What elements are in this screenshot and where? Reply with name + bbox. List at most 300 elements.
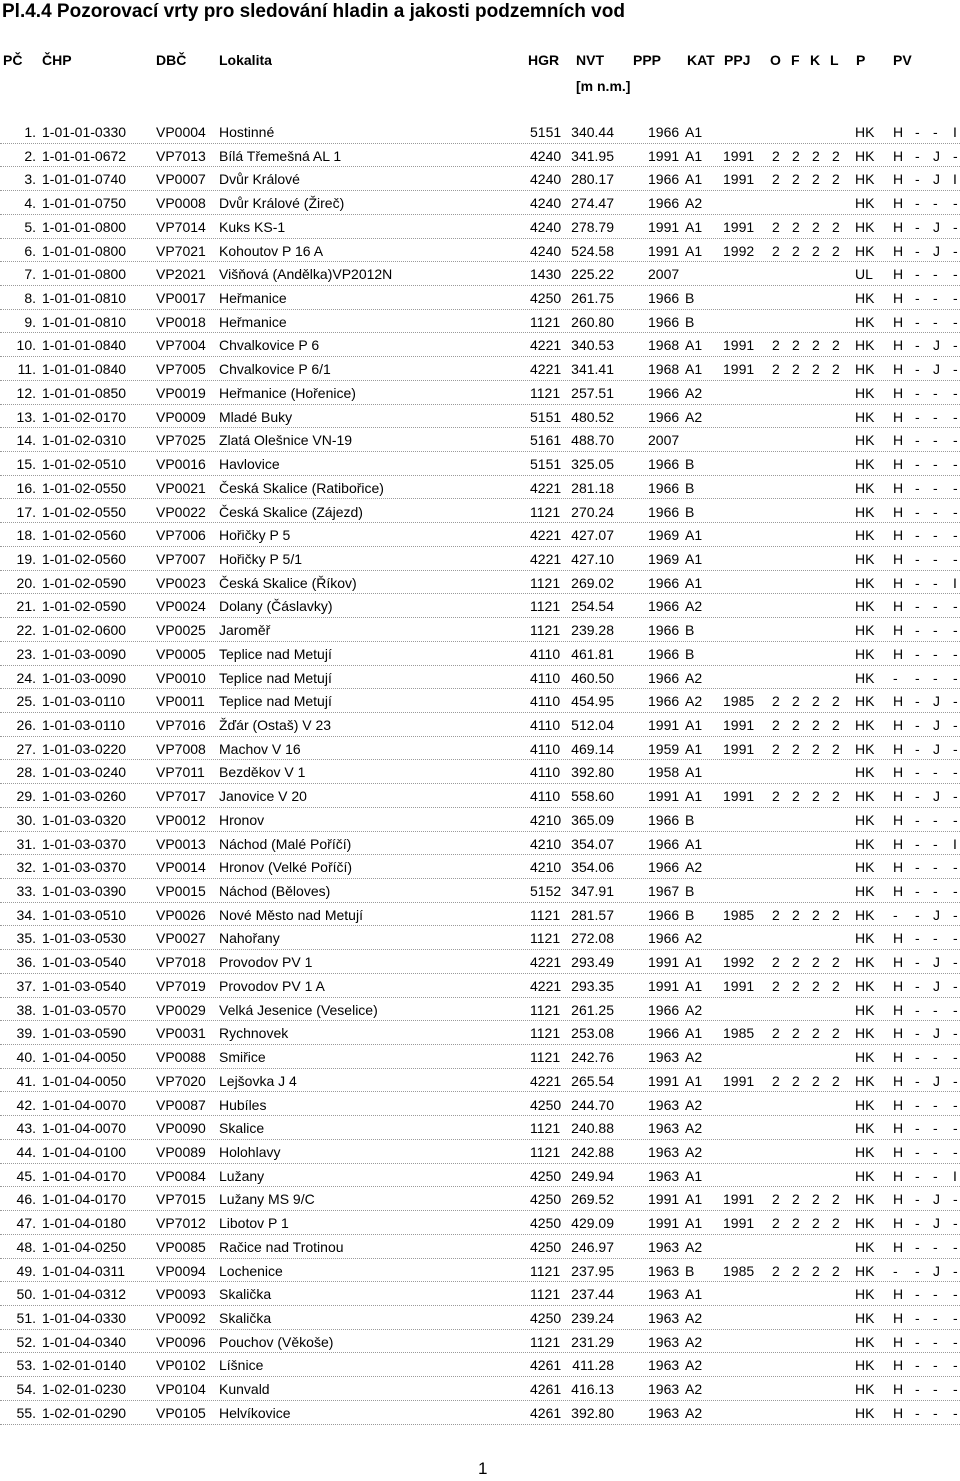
cell-ppp: 1969 <box>648 550 680 567</box>
cell-kat: A1 <box>685 550 703 567</box>
cell-dbc: VP7014 <box>156 218 206 235</box>
cell-chp: 1-01-03-0370 <box>42 835 127 852</box>
cell-s3: - <box>953 290 958 307</box>
cell-h: H <box>893 835 904 852</box>
cell-k: 2 <box>812 977 820 994</box>
cell-s1: - <box>915 1049 920 1066</box>
cell-nvt: 237.95 <box>571 1262 614 1279</box>
cell-s1: - <box>915 669 920 686</box>
cell-p: HK <box>855 1381 875 1398</box>
cell-s2: - <box>933 574 938 591</box>
cell-lokalita: Dvůr Králové <box>219 171 300 188</box>
table-row <box>0 1235 960 1259</box>
cell-h: H <box>893 1001 904 1018</box>
cell-chp: 1-01-03-0510 <box>42 906 127 923</box>
cell-s2: - <box>933 859 938 876</box>
cell-ppp: 1966 <box>648 1025 680 1042</box>
cell-ppj: 1991 <box>723 1215 755 1232</box>
cell-chp: 1-01-01-0330 <box>42 124 127 140</box>
cell-l: 2 <box>832 906 840 923</box>
table-row <box>0 1187 960 1211</box>
cell-hgr: 4221 <box>530 550 562 567</box>
cell-chp: 1-01-03-0110 <box>42 717 126 733</box>
cell-s2: J <box>933 693 940 710</box>
cell-s1: - <box>915 1404 920 1421</box>
cell-ppp: 2007 <box>648 432 680 449</box>
cell-ppp: 1963 <box>648 1381 680 1398</box>
cell-pc: 22. <box>16 622 36 639</box>
cell-k: 2 <box>812 1072 820 1089</box>
cell-h: H <box>893 859 904 876</box>
header-dbc: DBČ <box>156 52 187 68</box>
cell-hgr: 4221 <box>530 337 562 354</box>
cell-kat: A1 <box>685 218 703 235</box>
cell-chp: 1-01-03-0540 <box>42 954 127 971</box>
cell-nvt: 269.02 <box>571 574 614 591</box>
cell-lokalita: Velká Jesenice (Veselice) <box>219 1001 378 1018</box>
cell-nvt: 261.25 <box>571 1001 614 1018</box>
cell-pc: 24. <box>16 669 36 686</box>
cell-s2: - <box>933 1096 938 1113</box>
cell-s2: J <box>933 171 940 188</box>
cell-s2: - <box>933 503 938 520</box>
cell-lokalita: Hronov <box>219 811 265 828</box>
cell-kat: B <box>685 906 695 923</box>
cell-ppj: 1991 <box>723 147 755 164</box>
table-row <box>0 689 960 713</box>
cell-s1: - <box>915 313 920 330</box>
cell-hgr: 5152 <box>530 883 562 900</box>
table-row <box>0 832 960 856</box>
cell-nvt: 257.51 <box>571 384 614 401</box>
cell-pc: 40. <box>16 1049 36 1066</box>
cell-ppp: 1963 <box>648 1310 680 1326</box>
cell-h: H <box>893 408 904 425</box>
cell-h: H <box>893 550 904 567</box>
table-row <box>0 760 960 784</box>
cell-nvt: 239.24 <box>571 1310 614 1326</box>
cell-s1: - <box>915 337 920 354</box>
cell-s1: - <box>915 1310 920 1326</box>
cell-h: H <box>893 598 904 615</box>
cell-lokalita: Žďár (Ostaš) V 23 <box>219 717 332 733</box>
cell-p: HK <box>855 384 875 401</box>
cell-h: H <box>893 1310 904 1326</box>
cell-ppj: 1991 <box>723 1072 755 1089</box>
cell-nvt: 239.28 <box>571 622 614 639</box>
cell-nvt: 293.49 <box>571 954 614 971</box>
cell-lokalita: Teplice nad Metují <box>219 645 332 662</box>
cell-dbc: VP0093 <box>156 1286 206 1303</box>
cell-lokalita: Hostinné <box>219 124 275 140</box>
cell-kat: A1 <box>685 171 703 188</box>
cell-p: HK <box>855 883 875 900</box>
cell-h: H <box>893 432 904 449</box>
cell-hgr: 1121 <box>530 1262 561 1279</box>
table-row <box>0 1282 960 1306</box>
cell-dbc: VP0029 <box>156 1001 206 1018</box>
cell-p: HK <box>855 195 875 212</box>
table-row <box>0 1116 960 1140</box>
cell-lokalita: Lejšovka J 4 <box>219 1072 297 1089</box>
cell-hgr: 4110 <box>530 645 561 662</box>
cell-lokalita: Smiřice <box>219 1049 266 1066</box>
cell-hgr: 4261 <box>530 1381 562 1398</box>
cell-dbc: VP0031 <box>156 1025 206 1042</box>
cell-s2: J <box>933 740 940 757</box>
cell-dbc: VP7005 <box>156 361 206 378</box>
table-row <box>0 974 960 998</box>
cell-o: 2 <box>772 693 780 710</box>
cell-dbc: VP0025 <box>156 622 206 639</box>
cell-kat: A1 <box>685 835 703 852</box>
cell-dbc: VP0019 <box>156 384 206 401</box>
cell-s3: - <box>953 1191 958 1208</box>
cell-lokalita: Česká Skalice (Zájezd) <box>219 503 363 520</box>
cell-h: H <box>893 1191 904 1208</box>
cell-dbc: VP7008 <box>156 740 206 757</box>
cell-f: 2 <box>792 906 800 923</box>
cell-o: 2 <box>772 717 780 733</box>
cell-chp: 1-01-04-0100 <box>42 1143 127 1160</box>
cell-pc: 44. <box>16 1143 36 1160</box>
cell-pc: 50. <box>16 1286 36 1303</box>
cell-o: 2 <box>772 1215 780 1232</box>
cell-s3: - <box>953 218 958 235</box>
cell-kat: B <box>685 313 695 330</box>
cell-kat: A1 <box>685 1191 703 1208</box>
cell-ppp: 1966 <box>648 171 680 188</box>
cell-hgr: 1121 <box>530 574 561 591</box>
cell-kat: A1 <box>685 337 703 354</box>
table-row <box>0 1045 960 1069</box>
cell-p: HK <box>855 930 875 947</box>
cell-chp: 1-01-04-0312 <box>42 1286 127 1303</box>
cell-kat: A1 <box>685 361 703 378</box>
cell-lokalita: Račice nad Trotinou <box>219 1238 344 1255</box>
cell-l: 2 <box>832 788 840 805</box>
cell-s3: - <box>953 859 958 876</box>
cell-lokalita: Česká Skalice (Ratibořice) <box>219 479 384 496</box>
header-nvt: NVT <box>576 52 604 68</box>
cell-pc: 35. <box>16 930 36 947</box>
cell-s2: - <box>933 622 938 639</box>
cell-s2: - <box>933 1404 938 1421</box>
cell-s3: - <box>953 669 958 686</box>
cell-f: 2 <box>792 1215 800 1232</box>
cell-hgr: 4110 <box>530 764 561 781</box>
cell-s2: J <box>933 147 940 164</box>
table-row <box>0 333 960 357</box>
cell-ppp: 1966 <box>648 835 680 852</box>
cell-ppp: 1966 <box>648 290 680 307</box>
cell-h: H <box>893 1025 904 1042</box>
cell-s2: J <box>933 242 940 259</box>
cell-s3: - <box>953 384 958 401</box>
cell-hgr: 5151 <box>530 408 562 425</box>
header-k: K <box>810 52 821 68</box>
cell-s1: - <box>915 479 920 496</box>
cell-s2: - <box>933 479 938 496</box>
cell-p: HK <box>855 242 875 259</box>
cell-kat: A2 <box>685 669 703 686</box>
cell-s1: - <box>915 645 920 662</box>
cell-h: H <box>893 1333 904 1350</box>
cell-nvt: 254.54 <box>571 598 614 615</box>
cell-chp: 1-01-03-0390 <box>42 883 127 900</box>
cell-pc: 10. <box>16 337 36 354</box>
cell-h: H <box>893 930 904 947</box>
cell-chp: 1-01-04-0070 <box>42 1120 127 1137</box>
cell-hgr: 4110 <box>530 788 561 805</box>
cell-l: 2 <box>832 242 840 259</box>
cell-chp: 1-01-03-0220 <box>42 740 127 757</box>
cell-kat: A2 <box>685 1333 703 1350</box>
cell-s3: - <box>953 740 958 757</box>
cell-nvt: 469.14 <box>571 740 614 757</box>
cell-o: 2 <box>772 1025 780 1042</box>
cell-s2: - <box>933 195 938 212</box>
cell-ppp: 1991 <box>648 1072 680 1089</box>
cell-f: 2 <box>792 242 800 259</box>
cell-lokalita: Libotov P 1 <box>219 1215 289 1232</box>
table-row <box>0 713 960 737</box>
cell-lokalita: Kunvald <box>219 1381 270 1398</box>
cell-chp: 1-01-03-0540 <box>42 977 127 994</box>
cell-ppp: 1991 <box>648 717 680 733</box>
cell-k: 2 <box>812 171 820 188</box>
cell-dbc: VP0084 <box>156 1167 206 1184</box>
cell-chp: 1-01-04-0250 <box>42 1238 127 1255</box>
table-row <box>0 167 960 191</box>
table-row <box>0 594 960 618</box>
cell-s3: - <box>953 527 958 544</box>
cell-kat: A1 <box>685 1167 703 1184</box>
cell-s3: - <box>953 1333 958 1350</box>
header-f: F <box>791 52 800 68</box>
cell-s2: - <box>933 1357 938 1374</box>
cell-dbc: VP0004 <box>156 124 206 140</box>
cell-dbc: VP7018 <box>156 954 206 971</box>
cell-l: 2 <box>832 1262 840 1279</box>
cell-ppp: 1966 <box>648 456 680 473</box>
cell-l: 2 <box>832 1072 840 1089</box>
cell-dbc: VP7007 <box>156 550 206 567</box>
cell-k: 2 <box>812 242 820 259</box>
cell-chp: 1-01-04-0050 <box>42 1072 127 1089</box>
cell-p: HK <box>855 147 875 164</box>
cell-nvt: 325.05 <box>571 456 614 473</box>
cell-hgr: 4240 <box>530 171 562 188</box>
cell-s2: - <box>933 669 938 686</box>
cell-lokalita: Chvalkovice P 6 <box>219 337 320 354</box>
cell-nvt: 512.04 <box>571 717 614 733</box>
table-row <box>0 1353 960 1377</box>
cell-p: HK <box>855 954 875 971</box>
cell-s3: - <box>953 906 958 923</box>
table-row <box>0 926 960 950</box>
cell-p: HK <box>855 906 875 923</box>
cell-nvt: 242.76 <box>571 1049 614 1066</box>
cell-pc: 16. <box>16 479 36 496</box>
cell-pc: 8. <box>24 290 36 307</box>
cell-h: H <box>893 290 904 307</box>
cell-lokalita: Náchod (Malé Poříčí) <box>219 835 352 852</box>
cell-s1: - <box>915 1001 920 1018</box>
table-row <box>0 855 960 879</box>
cell-hgr: 1121 <box>530 503 561 520</box>
cell-h: H <box>893 124 904 140</box>
cell-dbc: VP0017 <box>156 290 206 307</box>
cell-s1: - <box>915 1333 920 1350</box>
cell-kat: A2 <box>685 1143 703 1160</box>
cell-lokalita: Holohlavy <box>219 1143 281 1160</box>
cell-k: 2 <box>812 1025 820 1042</box>
cell-s3: - <box>953 195 958 212</box>
cell-ppp: 1969 <box>648 527 680 544</box>
cell-ppp: 1963 <box>648 1333 680 1350</box>
cell-s2: - <box>933 384 938 401</box>
cell-s3: I <box>953 171 957 188</box>
cell-s2: J <box>933 1215 940 1232</box>
cell-ppp: 1991 <box>648 218 680 235</box>
table-row <box>0 357 960 381</box>
cell-s1: - <box>915 1286 920 1303</box>
cell-kat: B <box>685 503 695 520</box>
cell-f: 2 <box>792 717 800 733</box>
cell-chp: 1-01-02-0560 <box>42 550 127 567</box>
cell-kat: A2 <box>685 1381 703 1398</box>
cell-nvt: 278.79 <box>571 218 614 235</box>
cell-dbc: VP0092 <box>156 1310 206 1326</box>
cell-s3: - <box>953 977 958 994</box>
cell-p: UL <box>855 266 873 283</box>
cell-hgr: 1121 <box>530 1143 561 1160</box>
cell-chp: 1-01-02-0170 <box>42 408 127 425</box>
cell-s1: - <box>915 977 920 994</box>
cell-kat: B <box>685 811 695 828</box>
cell-h: H <box>893 361 904 378</box>
table-row <box>0 381 960 405</box>
cell-s1: - <box>915 1238 920 1255</box>
cell-ppj: 1991 <box>723 361 755 378</box>
cell-chp: 1-01-04-0050 <box>42 1049 127 1066</box>
cell-chp: 1-01-03-0260 <box>42 788 127 805</box>
cell-hgr: 1121 <box>530 906 561 923</box>
cell-s3: - <box>953 1286 958 1303</box>
cell-pc: 38. <box>16 1001 36 1018</box>
table-row <box>0 998 960 1022</box>
cell-lokalita: Hronov (Velké Poříčí) <box>219 859 353 876</box>
cell-p: HK <box>855 1357 875 1374</box>
cell-chp: 1-01-01-0840 <box>42 337 127 354</box>
cell-s3: - <box>953 693 958 710</box>
cell-lokalita: Heřmanice <box>219 290 287 307</box>
cell-s2: - <box>933 835 938 852</box>
cell-hgr: 4240 <box>530 218 562 235</box>
cell-ppp: 1966 <box>648 669 680 686</box>
cell-dbc: VP7011 <box>156 764 205 781</box>
cell-hgr: 1121 <box>530 1286 561 1303</box>
cell-h: H <box>893 1404 904 1421</box>
cell-s1: - <box>915 408 920 425</box>
cell-chp: 1-01-04-0311 <box>42 1262 126 1279</box>
cell-dbc: VP0024 <box>156 598 206 615</box>
cell-nvt: 225.22 <box>571 266 614 283</box>
cell-kat: B <box>685 883 695 900</box>
cell-s1: - <box>915 1191 920 1208</box>
cell-f: 2 <box>792 954 800 971</box>
cell-hgr: 1121 <box>530 1120 561 1137</box>
cell-ppj: 1991 <box>723 717 755 733</box>
cell-h: H <box>893 954 904 971</box>
cell-o: 2 <box>772 147 780 164</box>
cell-s3: - <box>953 1143 958 1160</box>
cell-s2: - <box>933 930 938 947</box>
cell-lokalita: Havlovice <box>219 456 280 473</box>
cell-nvt: 265.54 <box>571 1072 614 1089</box>
cell-p: HK <box>855 811 875 828</box>
cell-l: 2 <box>832 693 840 710</box>
cell-s2: - <box>933 1286 938 1303</box>
cell-o: 2 <box>772 788 780 805</box>
cell-s2: - <box>933 811 938 828</box>
cell-h: H <box>893 147 904 164</box>
cell-pc: 47. <box>16 1215 36 1232</box>
cell-nvt: 416.13 <box>571 1381 614 1398</box>
cell-chp: 1-02-01-0230 <box>42 1381 127 1398</box>
cell-pc: 11. <box>17 361 36 378</box>
cell-nvt: 427.07 <box>571 527 614 544</box>
header-ppp: PPP <box>633 52 662 68</box>
cell-chp: 1-01-01-0800 <box>42 218 127 235</box>
cell-pc: 17. <box>16 503 36 520</box>
cell-lokalita: Helvíkovice <box>219 1404 291 1421</box>
cell-kat: A1 <box>685 574 703 591</box>
cell-s2: - <box>933 598 938 615</box>
cell-nvt: 274.47 <box>571 195 614 212</box>
cell-h: H <box>893 1215 904 1232</box>
cell-p: HK <box>855 1215 875 1232</box>
cell-nvt: 244.70 <box>571 1096 614 1113</box>
cell-lokalita: Líšnice <box>219 1357 264 1374</box>
cell-pc: 3. <box>24 171 36 188</box>
cell-hgr: 1121 <box>530 930 561 947</box>
cell-nvt: 242.88 <box>571 1143 614 1160</box>
cell-s3: - <box>953 503 958 520</box>
cell-s2: - <box>933 313 938 330</box>
cell-lokalita: Višňová (Andělka)VP2012N <box>219 266 393 283</box>
cell-s2: - <box>933 1310 938 1326</box>
cell-kat: A1 <box>685 740 703 757</box>
cell-chp: 1-01-04-0340 <box>42 1333 127 1350</box>
cell-h: - <box>893 906 898 923</box>
cell-s1: - <box>915 717 920 733</box>
cell-lokalita: Skalička <box>219 1310 272 1326</box>
cell-p: HK <box>855 1167 875 1184</box>
table-row <box>0 784 960 808</box>
cell-chp: 1-01-04-0180 <box>42 1215 127 1232</box>
cell-ppj: 1991 <box>723 218 755 235</box>
cell-chp: 1-01-01-0810 <box>42 313 127 330</box>
cell-pc: 46. <box>16 1191 36 1208</box>
cell-kat: A2 <box>685 1096 703 1113</box>
cell-p: HK <box>855 1191 875 1208</box>
cell-kat: A2 <box>685 693 703 710</box>
table-row <box>0 618 960 642</box>
cell-hgr: 4250 <box>530 1167 562 1184</box>
cell-chp: 1-01-03-0370 <box>42 859 127 876</box>
